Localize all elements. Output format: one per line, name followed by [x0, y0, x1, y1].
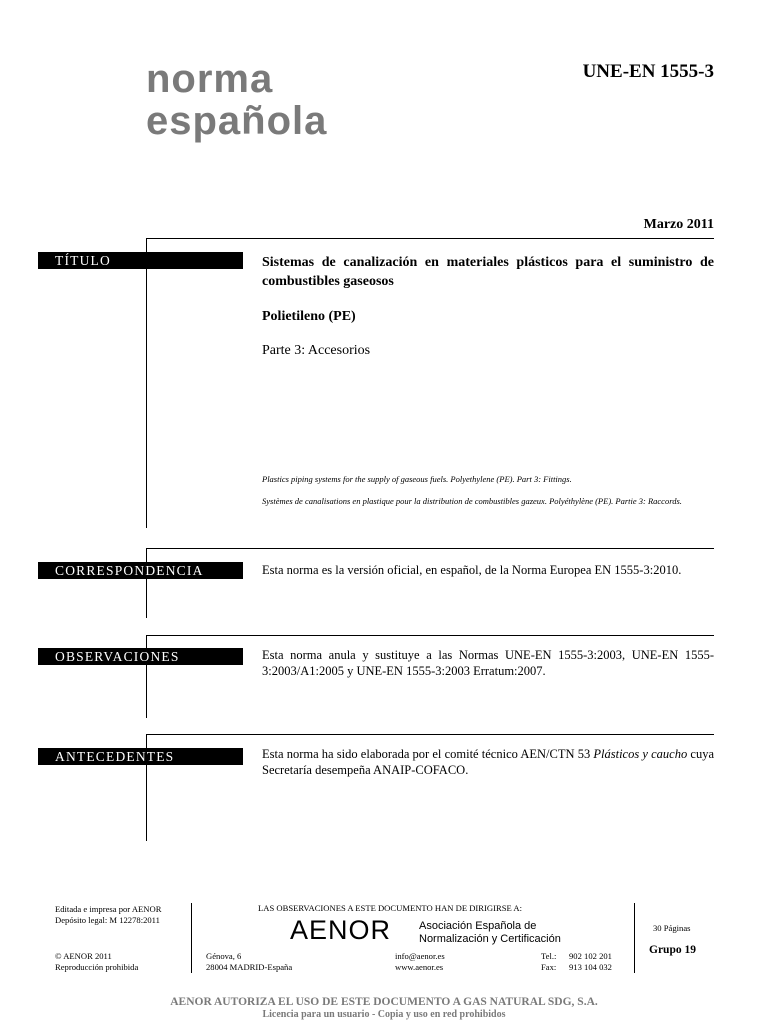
footer-email[interactable]: info@aenor.es	[395, 951, 445, 961]
aenor-logo: AENOR	[290, 915, 392, 945]
antecedentes-text-end: cuya Secretaría desempeña ANAIP-COFACO.	[262, 747, 714, 777]
price-group: Grupo 19	[649, 944, 696, 956]
license-line-2: Licencia para un usuario - Copia y uso en red prohibidos	[262, 1009, 506, 1020]
section-label-titulo: TÍTULO	[38, 252, 243, 269]
fax-label: Fax:	[541, 962, 557, 972]
antecedentes-text	[262, 746, 714, 778]
footer-deposito: Depósito legal: M 12278:2011	[55, 915, 160, 925]
publication-date: Marzo 2011	[643, 217, 714, 232]
brand-line-1: norma	[146, 57, 274, 101]
section-label-observaciones: OBSERVACIONES	[38, 648, 243, 665]
french-title: Systèmes de canalisations en plastique pour la distribution de combustibles gazeux. Polyéthylène (PE). Partie 3: Raccords.	[262, 496, 682, 506]
standard-code: UNE-EN 1555-3	[582, 61, 714, 82]
standard-subtitle: Polietileno (PE)	[262, 309, 356, 324]
correspondencia-text: Esta norma es la versión oficial, en español, de la Norma Europea EN 1555-3:2010.	[262, 563, 682, 577]
observaciones-text: Esta norma anula y sustituye a las Normas UNE-EN 1555-3:2003, UNE-EN 1555-3:2003/A1:2005 y UNE-EN 1555-3:2003 Erratum:2007.	[262, 648, 714, 678]
divider-correspondencia	[146, 548, 714, 549]
divider-titulo	[146, 238, 714, 239]
footer-website[interactable]: www.aenor.es	[395, 962, 444, 972]
page-count: 30 Páginas	[653, 923, 691, 933]
antecedentes-text-start: Esta norma ha sido elaborada por el comité técnico AEN/CTN 53	[262, 747, 594, 761]
footer-divider-right	[634, 903, 635, 973]
vertical-rule-correspondencia	[146, 548, 147, 618]
footer-copyright: © AENOR 2011	[55, 951, 112, 961]
brand-line-2: española	[146, 99, 328, 143]
section-label-antecedentes: ANTECEDENTES	[38, 748, 243, 765]
aenor-association	[419, 920, 561, 946]
footer-observaciones-heading: LAS OBSERVACIONES A ESTE DOCUMENTO HAN DE DIRIGIRSE A:	[258, 903, 522, 913]
address-city: 28004 MADRID-España	[206, 962, 293, 972]
association-line-2: Normalización y Certificación	[419, 933, 561, 945]
divider-observaciones	[146, 635, 714, 636]
vertical-rule-titulo	[146, 238, 147, 528]
association-line-1: Asociación Española de	[419, 920, 537, 932]
tel-label: Tel.:	[541, 951, 557, 961]
footer-divider-left	[191, 903, 192, 973]
section-label-correspondencia: CORRESPONDENCIA	[38, 562, 243, 579]
license-line-1: AENOR AUTORIZA EL USO DE ESTE DOCUMENTO A GAS NATURAL SDG, S.A.	[170, 996, 598, 1008]
footer-edited: Editada e impresa por AENOR	[55, 904, 162, 914]
fax-number: 913 104 032	[569, 962, 612, 972]
brand-title	[146, 58, 327, 142]
antecedentes-committee-name: Plásticos y caucho	[593, 747, 688, 761]
tel-number: 902 102 201	[569, 951, 612, 961]
address-street: Génova, 6	[206, 951, 242, 961]
standard-part: Parte 3: Accesorios	[262, 343, 371, 358]
divider-antecedentes	[146, 734, 714, 735]
standard-title: Sistemas de canalización en materiales plásticos para el suministro de combustibles gaseosos	[262, 255, 714, 289]
footer-reproduccion: Reproducción prohibida	[55, 962, 139, 972]
english-title: Plastics piping systems for the supply of gaseous fuels. Polyethylene (PE). Part 3: Fittings.	[262, 474, 572, 484]
